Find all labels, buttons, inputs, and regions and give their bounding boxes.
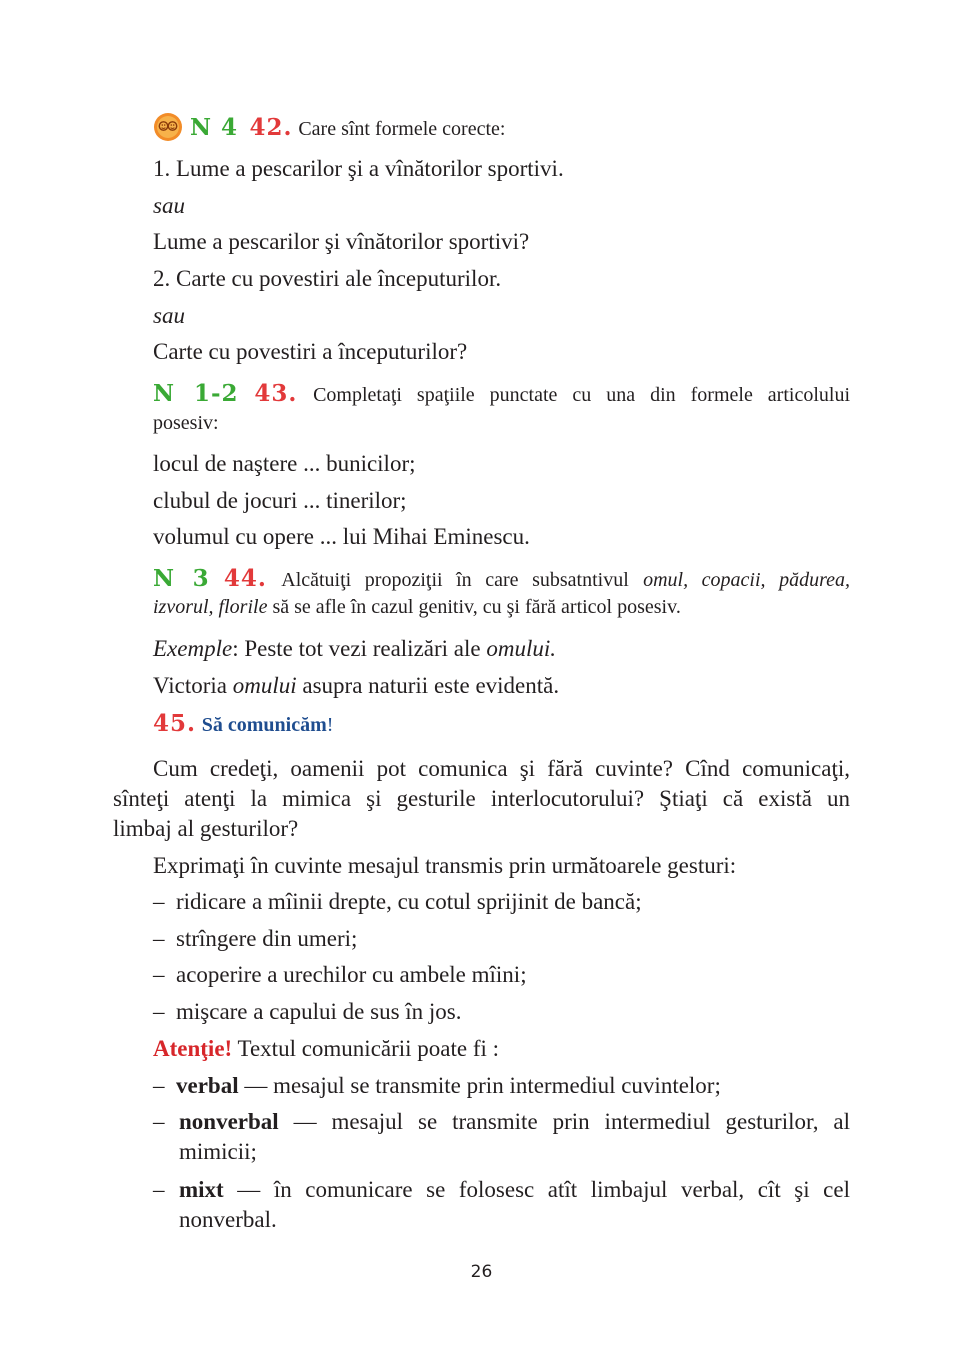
text-line: Lume a pescarilor şi vînătorilor sportivi? xyxy=(153,229,530,254)
list-item-continuation: mimicii; xyxy=(179,1139,257,1164)
list-item-text: strîngere din umeri; xyxy=(176,926,358,951)
paragraph-line: Exprimaţi în cuvinte mesajul transmis prin următoarele gesturi: xyxy=(153,853,737,878)
dash-bullet: – xyxy=(153,1177,165,1202)
difficulty-tag: N 4 xyxy=(190,114,239,141)
list-item xyxy=(179,1108,850,1136)
exercise-prompt: Completaţi spaţiile punctate cu una din formele articolului xyxy=(313,384,851,406)
text-line: clubul de jocuri ... tinerilor; xyxy=(153,488,407,513)
list-item-continuation: nonverbal. xyxy=(179,1207,277,1232)
text-line: Carte cu povestiri a începuturilor? xyxy=(153,339,468,364)
dash-bullet: – xyxy=(153,1073,165,1098)
paragraph-line: Cum credeţi, oamenii pot comunica şi fără cuvinte? Cînd comunicaţi, xyxy=(153,756,850,781)
exercise-prompt-text: să se afle în cazul genitiv, cu şi fără articol posesiv. xyxy=(272,596,681,618)
dash-bullet: – xyxy=(153,962,165,987)
text-line: sau xyxy=(153,193,185,218)
exercise-prompt xyxy=(153,594,681,620)
exercise-prompt-italic: omul, copacii, pădurea, xyxy=(643,569,850,591)
text-line: 2. Carte cu povestiri ale începuturilor. xyxy=(153,266,502,291)
example-text: : Peste tot vezi realizări ale xyxy=(232,636,481,661)
dash-bullet: – xyxy=(153,999,165,1024)
text-line: volumul cu opere ... lui Mihai Eminescu. xyxy=(153,524,530,549)
list-item xyxy=(153,961,527,989)
list-item-text: ridicare a mîinii drepte, cu cotul sprijinit de bancă; xyxy=(176,889,642,914)
term: verbal xyxy=(176,1073,239,1098)
list-item xyxy=(153,1072,721,1100)
list-item xyxy=(153,888,642,916)
section-title: Să comunicăm xyxy=(201,714,327,736)
example-italic: omului xyxy=(232,673,297,698)
attention-text: Textul comunicării poate fi : xyxy=(237,1036,500,1061)
text-line: locul de naştere ... bunicilor; xyxy=(153,451,416,476)
exercise-prompt-italic: izvorul, florile xyxy=(153,596,268,618)
dash-bullet: – xyxy=(153,926,165,951)
example-italic: omului. xyxy=(486,636,556,661)
list-item-text: mişcare a capului de sus în jos. xyxy=(176,999,462,1024)
exercise-43-heading xyxy=(153,380,850,408)
list-item xyxy=(179,1176,850,1204)
example-line xyxy=(153,672,559,700)
exercise-42-heading xyxy=(190,114,505,142)
page-number: 26 xyxy=(470,1262,493,1282)
list-item-text: acoperire a urechilor cu ambele mîini; xyxy=(176,962,527,987)
text-line: 1. Lume a pescarilor şi a vînătorilor sportivi. xyxy=(153,156,564,181)
dash-bullet: – xyxy=(153,889,165,914)
term-definition: — mesajul se transmite prin intermediul gesturilor, al xyxy=(293,1109,850,1134)
attention-line xyxy=(153,1035,499,1063)
exercise-number: 42. xyxy=(249,114,293,141)
difficulty-tag: N 3 xyxy=(153,565,210,592)
exercise-number: 45. xyxy=(153,710,197,737)
exercise-prompt: Alcătuiţi propoziţii în care subsatntivul xyxy=(281,569,629,591)
example-label: Exemple xyxy=(153,636,233,661)
example-text: asupra naturii este evidentă. xyxy=(302,673,560,698)
example-text: Victoria xyxy=(153,673,227,698)
term: nonverbal xyxy=(179,1109,279,1134)
paragraph-line: sînteţi atenţi la mimica şi gesturile interlocutorului? Ştiaţi că există un xyxy=(113,786,850,811)
attention-label: Atenţie! xyxy=(153,1036,233,1061)
paragraph-line: limbaj al gesturilor? xyxy=(113,816,299,841)
difficulty-tag: N 1-2 xyxy=(153,380,239,407)
text-line: sau xyxy=(153,303,185,328)
dash-bullet: – xyxy=(153,1109,165,1134)
term: mixt xyxy=(179,1177,224,1202)
smiling-faces-icon xyxy=(153,112,183,142)
exercise-number: 44. xyxy=(223,565,267,592)
exercise-prompt: Care sînt formele corecte: xyxy=(298,118,506,140)
term-definition: — în comunicare se folosesc atît limbajul verbal, cît şi cel xyxy=(237,1177,850,1202)
exercise-prompt: posesiv: xyxy=(153,412,219,434)
term-definition: — mesajul se transmite prin intermediul cuvintelor; xyxy=(244,1073,721,1098)
exercise-number: 43. xyxy=(254,380,298,407)
exercise-45-heading xyxy=(153,710,333,738)
list-item xyxy=(153,925,357,953)
example-line xyxy=(153,635,556,663)
section-title-mark: ! xyxy=(326,714,334,736)
exercise-44-heading xyxy=(153,565,850,593)
list-item xyxy=(153,998,462,1026)
